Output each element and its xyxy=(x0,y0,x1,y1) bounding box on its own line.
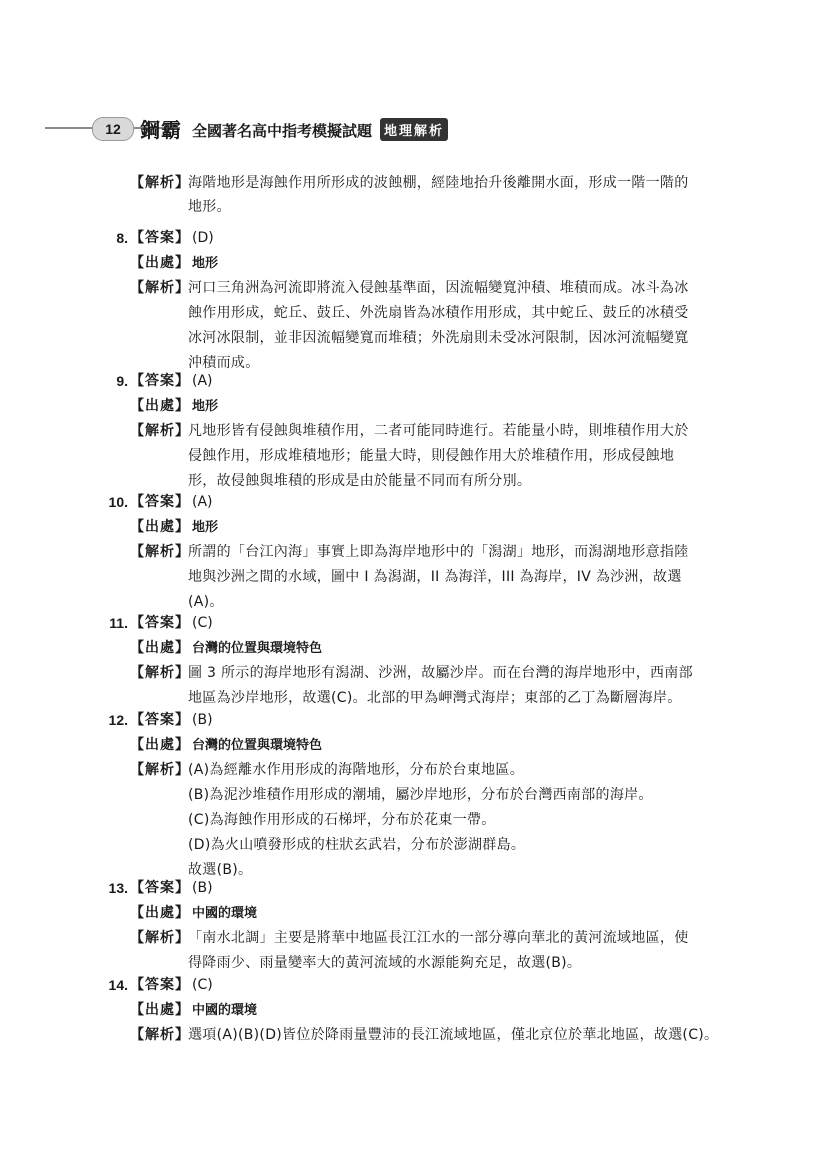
analysis-label: 【解析】 xyxy=(130,280,190,296)
brand-logo: 鋼霸 xyxy=(140,118,182,142)
subject-badge: 地理解析 xyxy=(380,118,448,141)
source-row xyxy=(130,251,218,275)
analysis-line: (C)為海蝕作用形成的石梯坪，分布於花東一帶。 xyxy=(188,812,496,828)
answer-row xyxy=(130,876,213,900)
page-number: 12 xyxy=(92,117,134,141)
analysis-line: (A)為經離水作用形成的海階地形，分布於台東地區。 xyxy=(188,762,524,778)
analysis-line: 蝕作用形成，蛇丘、鼓丘、外洗扇皆為冰積作用形成，其中蛇丘、鼓丘的冰積受 xyxy=(188,305,689,321)
answer-value: (B) xyxy=(192,712,213,728)
intro-analysis-row xyxy=(130,171,190,195)
answer-value: (C) xyxy=(192,977,213,993)
analysis-line: 侵蝕作用，形成堆積地形；能量大時，則侵蝕作用大於堆積作用，形成侵蝕地 xyxy=(188,448,675,464)
analysis-label: 【解析】 xyxy=(130,665,190,681)
question-number: 11. xyxy=(109,615,128,631)
answer-row xyxy=(130,490,213,514)
question-number: 9. xyxy=(116,373,128,389)
source-value: 地形 xyxy=(192,256,219,271)
answer-row xyxy=(130,369,213,393)
analysis-row xyxy=(130,758,190,782)
series-title: 全國著名高中指考模擬試題 xyxy=(192,122,373,140)
analysis-row xyxy=(130,276,190,300)
answer-value: (A) xyxy=(192,373,213,389)
source-row xyxy=(130,901,257,925)
source-label: 【出處】 xyxy=(130,398,190,414)
analysis-line: 沖積而成。 xyxy=(188,355,260,371)
answer-value: (D) xyxy=(192,230,214,246)
answer-value: (B) xyxy=(192,880,213,896)
answer-row xyxy=(130,973,213,997)
source-label: 【出處】 xyxy=(130,737,190,753)
question-number: 12. xyxy=(108,712,128,728)
analysis-line: 地與沙洲之間的水域，圖中 I 為潟湖，II 為海洋，III 為海岸，IV 為沙洲，故選 xyxy=(188,569,682,585)
analysis-row xyxy=(130,1023,190,1047)
source-row xyxy=(130,733,322,757)
analysis-label: 【解析】 xyxy=(130,544,190,560)
analysis-line: 選項(A)(B)(D)皆位於降雨量豐沛的長江流域地區，僅北京位於華北地區，故選(C)。 xyxy=(188,1027,719,1043)
answer-row xyxy=(130,611,213,635)
source-value: 台灣的位置與環境特色 xyxy=(192,738,323,753)
question-number: 10. xyxy=(108,494,128,510)
source-value: 地形 xyxy=(192,520,219,535)
source-value: 地形 xyxy=(192,399,219,414)
analysis-label: 【解析】 xyxy=(130,1027,190,1043)
analysis-row xyxy=(130,661,190,685)
answer-value: (C) xyxy=(192,615,213,631)
answer-label: 【答案】 xyxy=(130,494,190,510)
analysis-label: 【解析】 xyxy=(130,423,190,439)
analysis-line: 所謂的「台江內海」事實上即為海岸地形中的「潟湖」地形，而潟湖地形意指陸 xyxy=(188,544,689,560)
answer-row xyxy=(130,708,213,732)
analysis-line: 故選(B)。 xyxy=(188,862,253,878)
analysis-label: 【解析】 xyxy=(130,762,190,778)
analysis-line: 形，故侵蝕與堆積的形成是由於能量不同而有所分別。 xyxy=(188,473,532,489)
analysis-row xyxy=(130,926,190,950)
analysis-line: 海階地形是海蝕作用所形成的波蝕棚，經陸地抬升後離開水面，形成一階一階的 xyxy=(188,175,689,191)
source-row xyxy=(130,998,257,1022)
source-label: 【出處】 xyxy=(130,640,190,656)
analysis-line: (D)為火山噴發形成的柱狀玄武岩，分布於澎湖群島。 xyxy=(188,837,526,853)
analysis-line: 河口三角洲為河流即將流入侵蝕基準面，因流幅變寬沖積、堆積而成。冰斗為冰 xyxy=(188,280,689,296)
source-value: 中國的環境 xyxy=(192,1003,258,1018)
source-value: 中國的環境 xyxy=(192,906,258,921)
question-number: 13. xyxy=(108,880,128,896)
analysis-line: 地形。 xyxy=(188,199,231,215)
question-number: 8. xyxy=(116,230,128,246)
answer-label: 【答案】 xyxy=(130,230,190,246)
source-value: 台灣的位置與環境特色 xyxy=(192,641,323,656)
analysis-line: 冰河冰限制，並非因流幅變寬而堆積；外洗扇則未受冰河限制，因冰河流幅變寬 xyxy=(188,330,689,346)
source-label: 【出處】 xyxy=(130,1002,190,1018)
analysis-row xyxy=(130,540,190,564)
answer-label: 【答案】 xyxy=(130,712,190,728)
source-label: 【出處】 xyxy=(130,519,190,535)
source-label: 【出處】 xyxy=(130,255,190,271)
source-row xyxy=(130,636,322,660)
page-header xyxy=(0,110,822,150)
analysis-line: 得降雨少、雨量變率大的黃河流域的水源能夠充足，故選(B)。 xyxy=(188,955,582,971)
question-number: 14. xyxy=(108,977,128,993)
answer-label: 【答案】 xyxy=(130,373,190,389)
analysis-line: (B)為泥沙堆積作用形成的潮埔，屬沙岸地形，分布於台灣西南部的海岸。 xyxy=(188,787,653,803)
analysis-line: 「南水北調」主要是將華中地區長江江水的一部分導向華北的黃河流域地區，使 xyxy=(188,930,689,946)
analysis-row xyxy=(130,419,190,443)
answer-label: 【答案】 xyxy=(130,615,190,631)
answer-row xyxy=(130,226,214,250)
analysis-label: 【解析】 xyxy=(130,175,190,191)
answer-label: 【答案】 xyxy=(130,880,190,896)
source-label: 【出處】 xyxy=(130,905,190,921)
analysis-line: 凡地形皆有侵蝕與堆積作用，二者可能同時進行。若能量小時，則堆積作用大於 xyxy=(188,423,689,439)
analysis-line: 圖 3 所示的海岸地形有潟湖、沙洲，故屬沙岸。而在台灣的海岸地形中，西南部 xyxy=(188,665,693,681)
source-row xyxy=(130,394,218,418)
answer-value: (A) xyxy=(192,494,213,510)
analysis-line: (A)。 xyxy=(188,594,224,610)
answer-label: 【答案】 xyxy=(130,977,190,993)
analysis-line: 地區為沙岸地形，故選(C)。北部的甲為岬灣式海岸；東部的乙丁為斷層海岸。 xyxy=(188,690,682,706)
analysis-label: 【解析】 xyxy=(130,930,190,946)
source-row xyxy=(130,515,218,539)
